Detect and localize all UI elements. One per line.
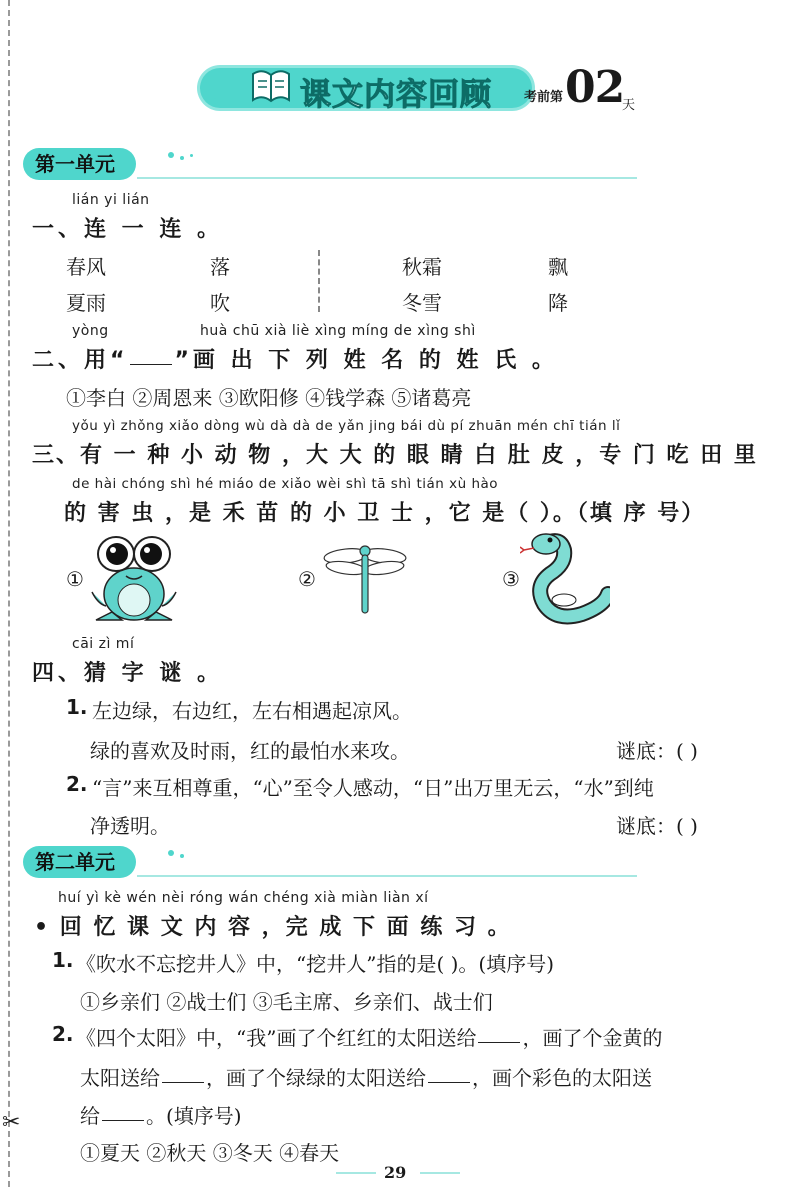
match-item: 春风 bbox=[66, 255, 106, 279]
riddle-line: “言”来互相尊重，“心”至令人感动，“日”出万里无云，“水”到纯 bbox=[92, 776, 654, 800]
page-number: 29 bbox=[384, 1163, 407, 1182]
unit2-q1-text: 《吹水不忘挖井人》中，“挖井人”指的是( )。(填序号) bbox=[76, 952, 555, 976]
option-label: ③ bbox=[502, 567, 520, 591]
decor-dot bbox=[180, 156, 184, 160]
page-number-deco bbox=[420, 1172, 460, 1174]
snake-icon bbox=[520, 530, 610, 626]
header-dot bbox=[200, 82, 210, 92]
match-item: 夏雨 bbox=[66, 291, 106, 315]
question-number: 2. bbox=[52, 1022, 74, 1046]
header-title: 课文内容回顾 bbox=[300, 77, 492, 113]
riddle-line: 左边绿，右边红，左右相遇起凉风。 bbox=[92, 699, 412, 723]
q1-pinyin: lián yi lián bbox=[72, 192, 150, 208]
question-number: 1. bbox=[52, 948, 74, 972]
q2-options: ①李白 ②周恩来 ③欧阳修 ④钱学森 ⑤诸葛亮 bbox=[66, 386, 472, 410]
match-item: 吹 bbox=[210, 291, 230, 315]
match-item: 落 bbox=[210, 255, 230, 279]
q4-title: 四、猜 字 谜 。 bbox=[32, 661, 223, 686]
riddle-answer[interactable]: 谜底：( ) bbox=[616, 814, 698, 838]
answer-blank[interactable] bbox=[102, 1120, 144, 1121]
q4-pinyin: cāi zì mí bbox=[72, 636, 135, 652]
unit2-q2-line-2: 太阳送给 ，画了个绿绿的太阳送给 ，画个彩色的太阳送 bbox=[80, 1066, 652, 1090]
q1-title: 一、连 一 连 。 bbox=[32, 217, 223, 242]
decor-dot bbox=[168, 152, 174, 158]
header-dot bbox=[212, 98, 218, 104]
riddle-line: 绿的喜欢及时雨，红的最怕水来攻。 bbox=[90, 739, 410, 763]
header-day: 天 bbox=[622, 98, 636, 113]
frog-icon bbox=[86, 532, 182, 624]
unit2-rule bbox=[137, 875, 637, 877]
riddle-answer[interactable]: 谜底：( ) bbox=[616, 739, 698, 763]
q2-pinyin-a: yòng bbox=[72, 323, 109, 339]
book-icon bbox=[250, 66, 292, 106]
scissors-icon: ✂ bbox=[2, 1110, 21, 1135]
header-pre: 考前第 bbox=[524, 90, 564, 105]
header-day-number: 02 bbox=[565, 62, 625, 113]
unit1-heading: 第一单元 bbox=[23, 148, 136, 180]
option-label: ② bbox=[298, 567, 316, 591]
riddle-line: 净透明。 bbox=[90, 814, 170, 838]
unit2-q2-options: ①夏天 ②秋天 ③冬天 ④春天 bbox=[80, 1141, 340, 1165]
divider bbox=[318, 250, 320, 312]
answer-blank[interactable] bbox=[130, 364, 172, 365]
unit2-pinyin: huí yì kè wén nèi róng wán chéng xià miàn liàn xí bbox=[58, 890, 429, 906]
dragonfly-icon bbox=[322, 540, 408, 616]
q3-pinyin-1: yǒu yì zhǒng xiǎo dòng wù dà dà de yǎn jing bái dù pí zhuān mén chī tián lǐ bbox=[72, 418, 621, 434]
unit2-title: • 回 忆 课 文 内 容 ，完 成 下 面 练 习 。 bbox=[34, 915, 512, 940]
decor-dot bbox=[190, 154, 193, 157]
decor-dot bbox=[180, 854, 184, 858]
unit2-q1-options: ①乡亲们 ②战士们 ③毛主席、乡亲们、战士们 bbox=[80, 990, 493, 1014]
answer-blank[interactable] bbox=[428, 1082, 470, 1083]
unit1-rule bbox=[137, 177, 637, 179]
match-item: 降 bbox=[548, 291, 568, 315]
unit2-q2-line-1: 《四个太阳》中，“我”画了个红红的太阳送给 ，画了个金黄的 bbox=[76, 1026, 663, 1050]
q3-line-2: 的 害 虫 ，是 禾 苗 的 小 卫 士 ，它 是（ ）。（填 序 号） bbox=[64, 501, 706, 526]
q2-title: 二、用“ ”画 出 下 列 姓 名 的 姓 氏 。 bbox=[32, 348, 558, 373]
q3-pinyin-2: de hài chóng shì hé miáo de xiǎo wèi shì tā shì tián xù hào bbox=[72, 476, 499, 492]
answer-blank[interactable] bbox=[162, 1082, 204, 1083]
answer-blank[interactable] bbox=[478, 1042, 520, 1043]
option-label: ① bbox=[66, 567, 84, 591]
match-item: 冬雪 bbox=[402, 291, 442, 315]
decor-dot bbox=[168, 850, 174, 856]
match-item: 飘 bbox=[548, 255, 568, 279]
riddle-number: 2. bbox=[66, 772, 88, 796]
cut-line bbox=[8, 0, 10, 1187]
page-number-deco bbox=[336, 1172, 376, 1174]
riddle-number: 1. bbox=[66, 695, 88, 719]
unit2-q2-line-3: 给 。(填序号) bbox=[80, 1104, 242, 1128]
q3-line-1: 三、有 一 种 小 动 物 ，大 大 的 眼 睛 白 肚 皮 ，专 门 吃 田 里 bbox=[32, 443, 758, 468]
q2-pinyin-b: huà chū xià liè xìng míng de xìng shì bbox=[200, 323, 476, 339]
unit2-heading: 第二单元 bbox=[23, 846, 136, 878]
match-item: 秋霜 bbox=[402, 255, 442, 279]
